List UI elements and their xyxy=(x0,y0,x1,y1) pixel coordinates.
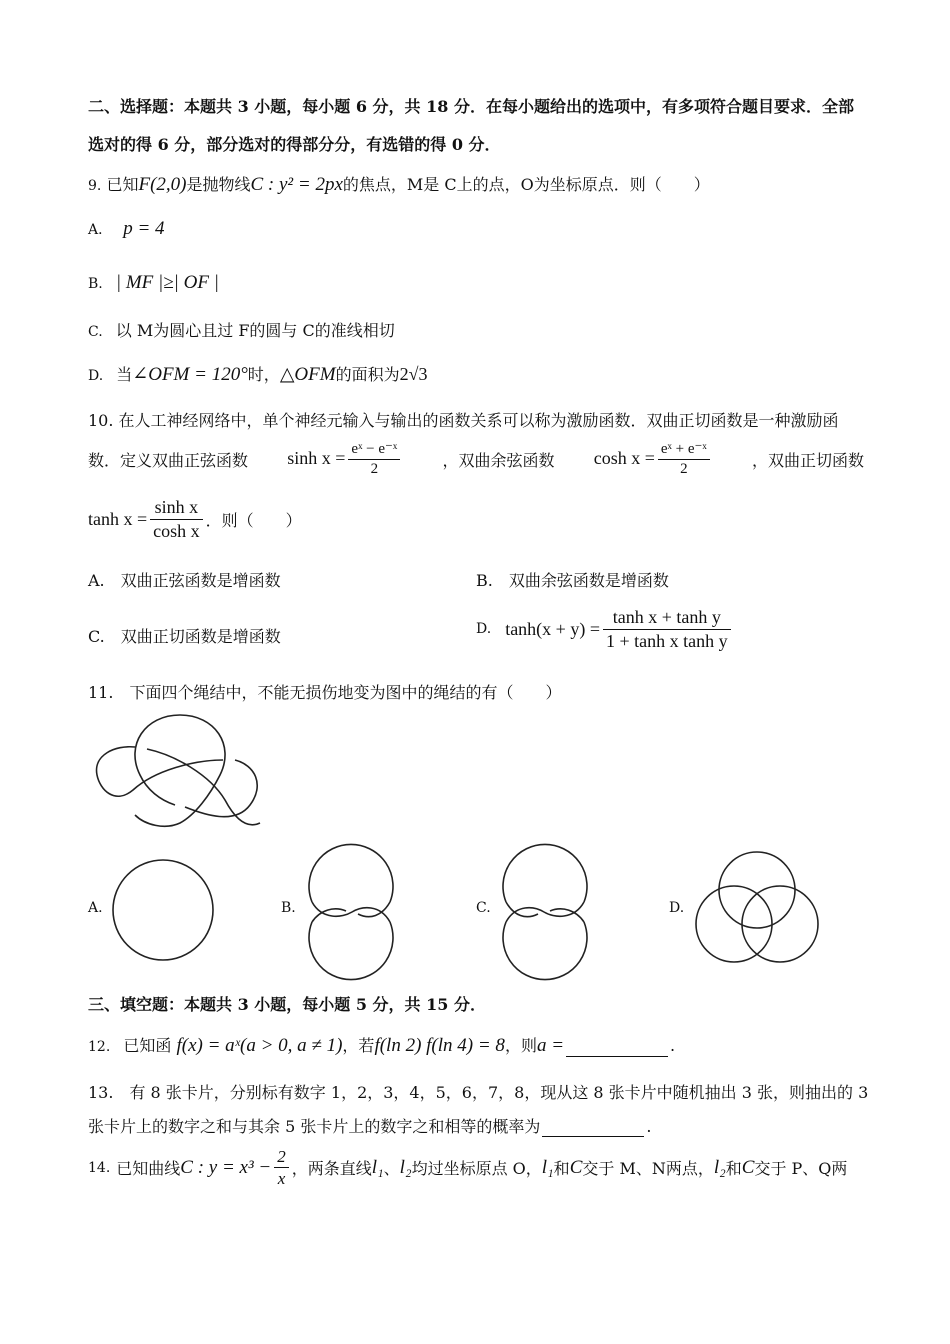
q9-option-d-label: D. xyxy=(88,368,104,384)
q14-text-4: 和 xyxy=(553,1159,570,1179)
q10-option-d-label: D. xyxy=(476,621,492,637)
q10-option-b[interactable]: B. 双曲余弦函数是增函数 xyxy=(476,571,669,590)
q10-tail: ．则（ ） xyxy=(205,510,302,530)
q9-option-c[interactable] xyxy=(88,318,395,341)
q14-line-l1-b: l₁ xyxy=(541,1156,554,1178)
q11-option-a-circle-icon[interactable] xyxy=(108,855,218,965)
q14-curve-c: C xyxy=(569,1156,583,1178)
q12-ask: a = xyxy=(536,1035,565,1056)
q10-cosh-lhs: cosh x = xyxy=(593,447,655,468)
q10-sinh-den: 2 xyxy=(370,460,379,477)
q9-option-d-text-2: 时， xyxy=(247,365,280,384)
q14-text-4b: 和 xyxy=(725,1159,742,1179)
q10-text-a: 数．定义双曲正弦函数 xyxy=(88,450,249,470)
q9-text-1: 已知 xyxy=(106,175,139,194)
question-11-stem: 11. 下面四个绳结中，不能无损伤地变为图中的绳结的有（ ） xyxy=(88,683,562,702)
section-2-title-line1: 二、选择题：本题共 3 小题，每小题 6 分，共 18 分．在每小题给出的选项中，有多项符合题目要求．全部 xyxy=(88,97,854,116)
section-3-title: 三、填空题：本题共 3 小题，每小题 5 分，共 15 分． xyxy=(88,995,486,1014)
q12-text-2: ，若 xyxy=(342,1036,375,1055)
q14-line-l1: l₁ xyxy=(371,1156,384,1178)
q11-option-c-label[interactable]: C. xyxy=(476,900,491,916)
q10-option-a[interactable]: A. 双曲正弦函数是增函数 xyxy=(88,571,281,590)
q10-text-b: ，双曲余弦函数 xyxy=(442,450,555,470)
q11-option-d-rings-icon[interactable] xyxy=(692,848,822,968)
q9-option-d-value: 2√3 xyxy=(399,364,428,384)
q14-text-2: ，两条直线 xyxy=(291,1159,372,1179)
q10-option-c[interactable]: C. 双曲正切函数是增函数 xyxy=(88,627,281,646)
q11-option-b-knot-icon[interactable] xyxy=(302,832,402,992)
question-14 xyxy=(88,1146,847,1190)
q10-cosh-den: 2 xyxy=(680,460,688,477)
q10-cosh-def xyxy=(594,440,713,479)
q10-text-c: ，双曲正切函数 xyxy=(751,450,864,470)
q9-number: 9. xyxy=(88,178,102,194)
q9-text-2: 是抛物线 xyxy=(186,175,251,194)
q9-option-d-triangle: △OFM xyxy=(279,364,336,385)
q14-text-1: 已知曲线 xyxy=(116,1159,181,1179)
q9-option-b-math: | MF |≥| OF | xyxy=(115,272,219,293)
question-13-line1: 13. 有 8 张卡片，分别标有数字 1，2，3，4，5，6，7，8，现从这 8 张卡片中随机抽出 3 张，则抽出的 3 xyxy=(88,1083,869,1102)
q10-option-d-num: tanh x + tanh y xyxy=(603,606,731,630)
q11-option-c-knot-icon[interactable] xyxy=(496,832,596,992)
q9-option-a-label: A． xyxy=(88,222,113,238)
question-10-line3 xyxy=(88,496,302,542)
q14-sep: 、 xyxy=(383,1159,400,1179)
q14-text-3: 均过坐标原点 O， xyxy=(411,1159,542,1179)
q13-answer-blank[interactable] xyxy=(542,1120,644,1137)
q14-frac-num: 2 xyxy=(274,1146,289,1168)
q10-option-d-den: 1 + tanh x tanh y xyxy=(605,630,728,651)
q9-option-b-label: B. xyxy=(88,276,103,292)
q12-condition: f(ln 2) f(ln 4) = 8 xyxy=(374,1035,505,1056)
question-10-line2 xyxy=(88,440,864,479)
q10-sinh-lhs: sinh x = xyxy=(287,447,346,468)
q9-curve: C : y² = 2px xyxy=(250,174,343,195)
q11-option-b-label[interactable]: B. xyxy=(281,900,296,916)
q11-option-d-label[interactable]: D. xyxy=(669,900,685,916)
q10-option-d[interactable] xyxy=(476,606,734,652)
q9-option-a-math: p = 4 xyxy=(123,218,165,239)
q12-text-1: 已知函 xyxy=(123,1036,172,1055)
q9-focus: F(2,0) xyxy=(138,174,187,195)
q9-option-d-text-3: 的面积为 xyxy=(335,365,400,384)
q10-cosh-num: eˣ + e⁻ˣ xyxy=(658,440,710,460)
section-2-title-line2: 选对的得 6 分，部分选对的得部分分，有选错的得 0 分． xyxy=(88,135,501,154)
q10-tanh-den: cosh x xyxy=(153,520,200,541)
question-10-line1: 10. 在人工神经网络中，单个神经元输入与输出的函数关系可以称为激励函数．双曲正切函数是一种激励函 xyxy=(88,411,839,430)
q9-option-b[interactable] xyxy=(88,272,219,294)
q12-number: 12. xyxy=(88,1039,111,1055)
q14-number: 14. xyxy=(88,1159,111,1176)
q14-line-l2-b: l₂ xyxy=(713,1156,726,1178)
q9-option-c-label: C. xyxy=(88,324,103,340)
q14-frac-den: x xyxy=(277,1169,286,1189)
q14-text-5: 交于 M、N两点， xyxy=(582,1159,714,1179)
q10-sinh-num: eˣ − e⁻ˣ xyxy=(348,440,400,460)
q10-tanh-num: sinh x xyxy=(150,496,203,520)
q14-line-l2: l₂ xyxy=(399,1156,412,1178)
q14-curve: C : y = x³ − xyxy=(180,1156,272,1178)
q9-option-a[interactable] xyxy=(88,218,165,240)
q13-end: . xyxy=(646,1117,652,1136)
q9-option-d-text-1: 当 xyxy=(116,365,133,384)
q13-line2-text: 张卡片上的数字之和与其余 5 张卡片上的数字之和相等的概率为 xyxy=(88,1117,541,1136)
q12-answer-blank[interactable] xyxy=(566,1040,668,1057)
q12-end: . xyxy=(670,1036,676,1055)
q10-sinh-def xyxy=(287,440,403,479)
q10-option-d-lhs: tanh(x + y) = xyxy=(505,618,600,639)
q12-text-3: ，则 xyxy=(504,1036,537,1055)
q9-option-c-text: 以 M为圆心且过 F的圆与 C的准线相切 xyxy=(115,321,395,340)
q14-curve-c-b: C xyxy=(741,1156,755,1178)
q11-option-a-label[interactable]: A. xyxy=(88,900,103,916)
q9-text-3: 的焦点，M是 C上的点，O为坐标原点．则（ ） xyxy=(342,175,710,194)
trefoil-knot-figure xyxy=(85,705,275,835)
q10-tanh-lhs: tanh x = xyxy=(88,508,148,529)
question-12 xyxy=(88,1033,675,1057)
question-9-stem xyxy=(88,172,710,196)
q9-option-d[interactable] xyxy=(88,362,428,386)
question-13-line2 xyxy=(88,1114,651,1137)
q12-function: f(x) = aˣ(a > 0, a ≠ 1) xyxy=(176,1035,343,1056)
q14-text-6: 交于 P、Q两 xyxy=(754,1159,848,1179)
q9-option-d-angle: ∠OFM = 120° xyxy=(132,364,248,385)
